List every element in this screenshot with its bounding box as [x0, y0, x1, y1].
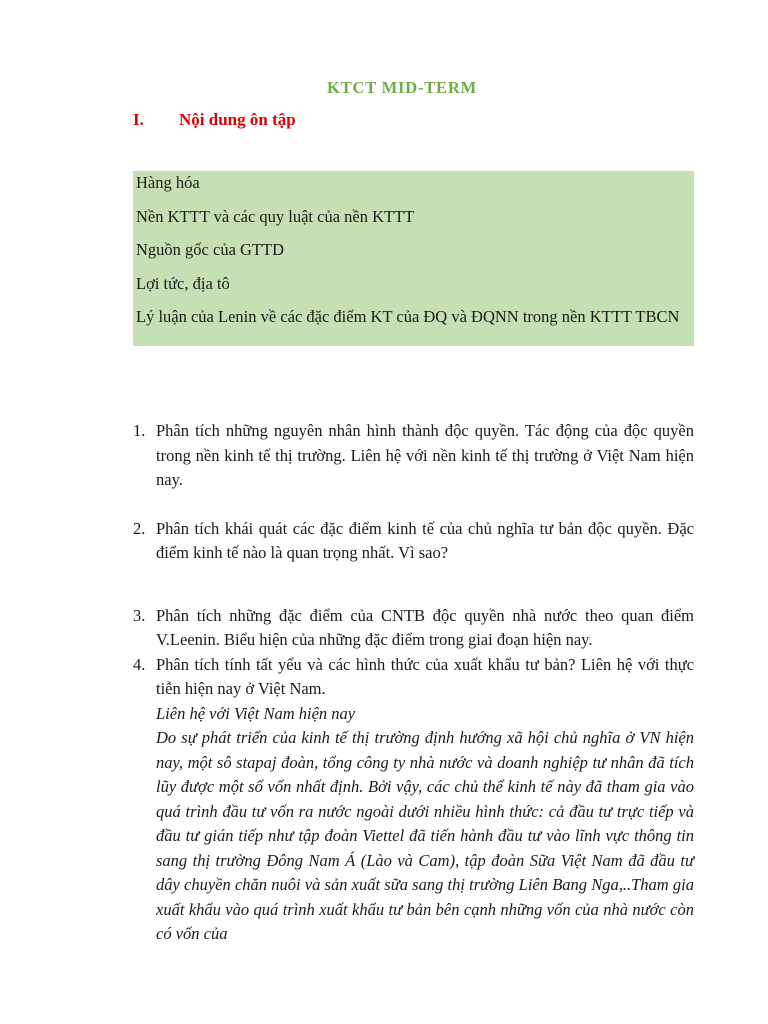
question-number: 2. — [133, 518, 146, 538]
topic-text: Nguồn gốc của GTTD — [136, 240, 285, 259]
question-number: 3. — [133, 605, 146, 625]
question-number: 4. — [133, 654, 146, 674]
section-title: Nội dung ôn tập — [179, 110, 296, 129]
question-text: Phân tích tính tất yếu và các hình thức của xuất khẩu tư bản? Liên hệ với thực tiễn hiện nay ở Việt Nam. — [156, 654, 694, 698]
topic-item — [133, 238, 694, 264]
question-number: 1. — [133, 421, 146, 440]
question-item — [133, 653, 694, 947]
review-topics-box — [133, 171, 694, 346]
topic-item — [133, 205, 694, 231]
question-item — [133, 604, 694, 653]
topic-text: Lý luận của Lenin về các đặc điểm KT của ĐQ và ĐQNN trong nền KTTT TBCN — [136, 307, 680, 326]
question-text: Phân tích những nguyên nhân hình thành độc quyền. Tác động của độc quyền trong nền kinh tế thị trường. Liên hệ với nền kinh tế thị trường ở Việt Nam hiện nay. — [156, 421, 694, 489]
topic-text: Hàng hóa — [136, 173, 200, 192]
topic-item — [133, 305, 694, 331]
document-title: KTCT MID-TERM — [327, 78, 477, 97]
question-text: Phân tích những đặc điểm của CNTB độc quyền nhà nước theo quan điểm V.Leenin. Biểu hiện của những đặc điểm trong giai đoạn hiện nay. — [156, 605, 694, 649]
note-body: Do sự phát triển của kinh tế thị trường định hướng xã hội chủ nghĩa ở VN hiện nay, một sô stapaj đoàn, tổng công ty nhà nước và doanh nghiệp tư nhân đã tích lũy được một số vốn nhất định. Bởi vậy, các chủ thể kinh tế này đã tham gia vào quá trình đầu tư vốn ra nước ngoài dưới nhiều hình thức: cả đầu tư trực tiếp và đầu tư gián tiếp như tập đoàn Viettel đã tiến hành đầu tư vào lĩnh vực thông tin sang thị trường Đông Nam Á (Lào và Cam), tập đoàn Sữa Việt Nam đã đầu tư dây chuyền chăn nuôi và sản xuất sữa sang thị trường Liên Bang Nga,..Tham gia xuất khẩu vào quá trình xuất khẩu tư bản bên cạnh những vốn của nhà nước còn có vốn của — [156, 728, 694, 943]
topic-text: Lợi tức, địa tô — [136, 273, 230, 293]
section-number: I. — [133, 110, 144, 129]
topic-item — [133, 272, 694, 298]
note-heading: Liên hệ với Việt Nam hiện nay — [156, 703, 356, 723]
section-heading — [133, 110, 296, 130]
question-text: Phân tích khái quát các đặc điểm kinh tế của chủ nghĩa tư bản độc quyền. Đặc điểm kinh tế nào là quan trọng nhất. Vì sao? — [156, 518, 694, 562]
topic-text: Nền KTTT và các quy luật của nền KTTT — [136, 206, 415, 226]
question-list — [133, 419, 694, 947]
question-item — [133, 419, 694, 493]
review-topics-list — [133, 171, 694, 331]
topic-item — [133, 171, 694, 197]
question-item — [133, 517, 694, 566]
